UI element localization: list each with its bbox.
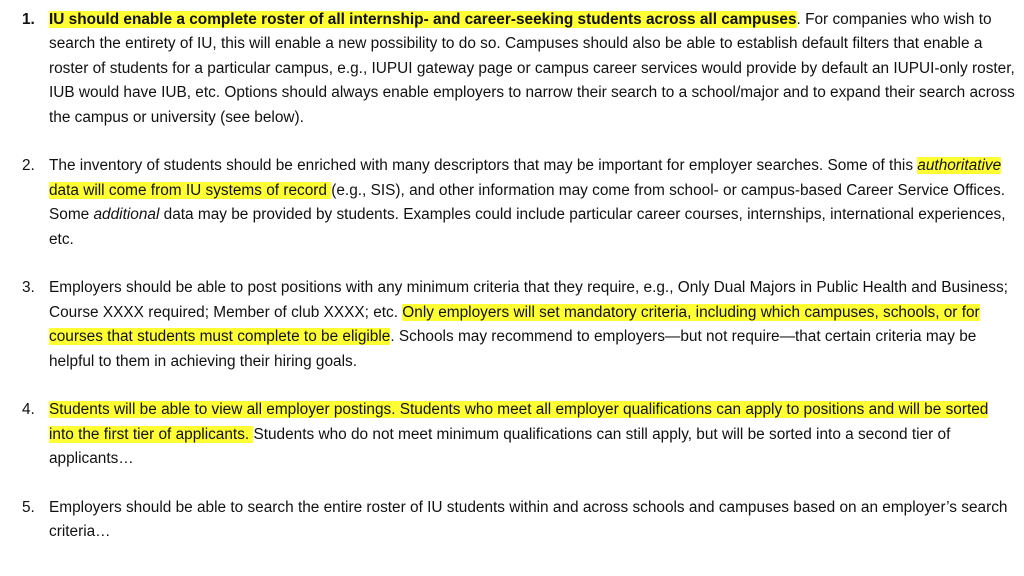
item-text: The inventory of students should be enriched with many descriptors that may be important for employer searches. Some of this [49, 157, 918, 175]
highlighted-text: Only employers will set mandatory criteria, including which campuses, schools, or for courses that students must complete to be eligible [49, 303, 980, 346]
item-text: . Schools may recommend to employers—but not require—that certain criteria may be helpful to them in achieving their hiring goals. [49, 328, 977, 370]
list-item-4 [0, 398, 1024, 471]
item-text: Employers should be able to post positions with any minimum criteria that they require, e.g., Only Dual Majors in Public Health and Business; Course XXXX required; Member of club XXXX; etc. [49, 279, 1008, 321]
item-number: 1. [22, 11, 35, 28]
item-text: data may be provided by students. Examples could include particular career courses, internships, international experiences, etc. [49, 206, 1006, 248]
item-text: Employers should be able to search the entire roster of IU students within and across schools and campuses based on an employer’s search criteria… [49, 499, 1008, 541]
item-text: . For companies who wish to search the entirety of IU, this will enable a new possibility to do so. Campuses should also be able to establish default filters that enable a roster of students for a particular campus, e.g., IUPUI gateway page or campus career services would provide by default an IUPUI-only roster, IUB would have IUB, etc. Options should always enable employers to narrow their search to a school/major and to expand their search across the campus or university (see below). [49, 11, 1015, 126]
item-text: Students who do not meet minimum qualifications can still apply, but will be sorted into a second tier of applicants… [49, 425, 951, 468]
highlighted-bold-text: IU should enable a complete roster of all internship- and career-seeking students across all campuses [49, 11, 797, 28]
highlighted-text: data will come from IU systems of record [49, 181, 332, 199]
list-item-2 [0, 154, 1024, 252]
highlighted-text: Students will be able to view all employer postings. Students who meet all employer qualifications can apply to positions and will be sorted into the first tier of applicants. [49, 401, 989, 443]
item-number: 4. [22, 401, 35, 419]
list-item-3 [0, 276, 1024, 374]
item-number: 2. [22, 157, 35, 175]
item-number: 5. [22, 499, 35, 517]
list-item-5 [0, 496, 1024, 545]
document-page [0, 8, 1024, 576]
italic-text: additional [93, 206, 160, 224]
list-item-1 [0, 8, 1024, 130]
highlighted-italic-text: authoritative [917, 157, 1002, 175]
item-text: (e.g., SIS), and other information may come from school- or campus-based Career Service Offices. Some [49, 181, 1006, 224]
item-number: 3. [22, 279, 35, 297]
